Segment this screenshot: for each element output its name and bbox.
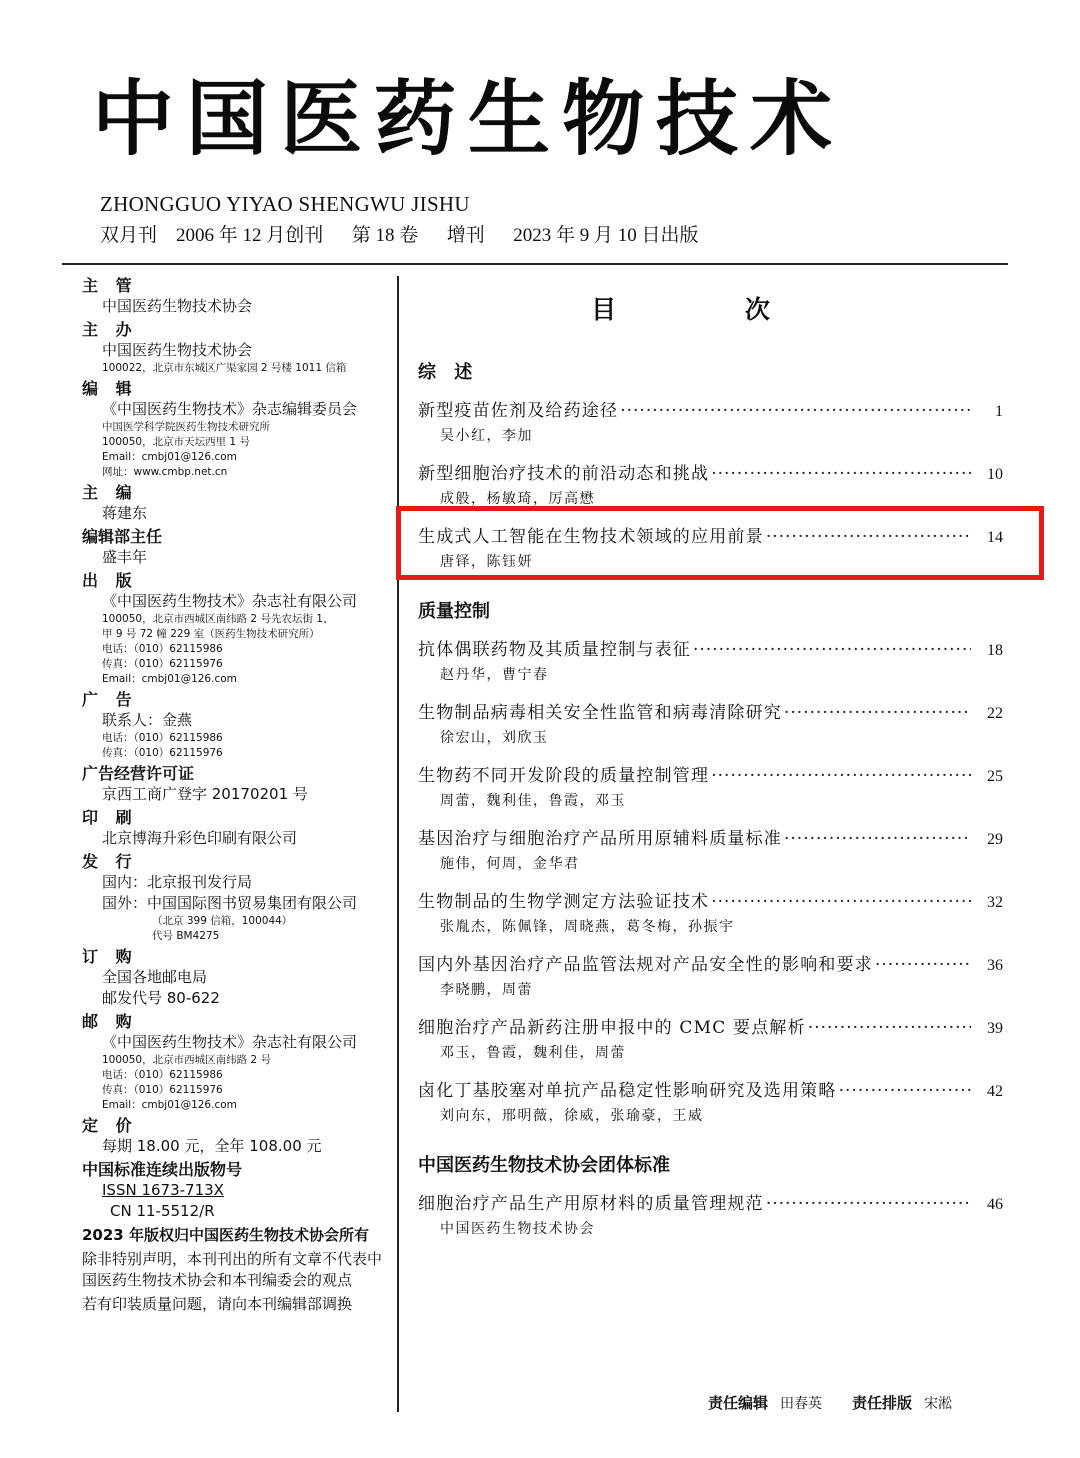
article-authors: 刘向东，邢明薇，徐威，张瑜豪，王威 [440, 1108, 704, 1124]
masthead-title: 中国医药生物技术 [92, 71, 845, 167]
article-authors: 邓玉，鲁霞，魏利佳，周蕾 [440, 1045, 626, 1061]
info-label: 邮 购 [82, 1012, 138, 1031]
article-title[interactable]: 细胞治疗产品生产用原材料的质量管理规范 [418, 1194, 764, 1214]
cn-number: CN 11-5512/R [110, 1202, 215, 1220]
page-number: 29 [987, 831, 1003, 848]
top-rule [62, 263, 1008, 265]
info-label: 编辑部主任 [82, 527, 163, 546]
info-value: 京西工商广登字 20170201 号 [102, 785, 308, 803]
info-value: 蒋建东 [102, 504, 148, 522]
article-title[interactable]: 卤化丁基胶塞对单抗产品稳定性影响研究及选用策略 [418, 1081, 837, 1101]
info-label: 广告经营许可证 [82, 764, 195, 783]
info-small: 电话：（010）62115986 [102, 732, 223, 744]
masthead-info: 双月刊 2006 年 12 月创刊 第 18 卷 增刊 2023 年 9 月 10 日出版 [100, 225, 699, 246]
info-small: Email：cmbj01@126.com [102, 451, 237, 463]
info-value: 中国医药生物技术协会 [102, 341, 253, 359]
article-title[interactable]: 国内外基因治疗产品监管法规对产品安全性的影响和要求 [418, 955, 873, 975]
info-small: 中国医学科学院医药生物技术研究所 [102, 421, 270, 433]
leader-dots [766, 1191, 971, 1217]
page-number: 39 [987, 1020, 1003, 1037]
editor-name: 田春英 [780, 1396, 823, 1412]
leader-dots [711, 461, 971, 487]
article-authors: 徐宏山，刘欣玉 [440, 730, 549, 746]
info-label: 编 辑 [82, 379, 138, 398]
issn: ISSN 1673-713X [102, 1181, 224, 1199]
article-title[interactable]: 细胞治疗产品新药注册申报中的 CMC 要点解析 [418, 1018, 806, 1038]
column-divider [397, 276, 399, 1412]
print-notice: 若有印装质量问题，请向本刊编辑部调换 [82, 1295, 353, 1313]
leader-dots [784, 826, 971, 852]
info-label: 发 行 [82, 852, 138, 871]
toc-entry[interactable] [418, 461, 1003, 510]
info-label: 定 价 [82, 1116, 138, 1135]
info-label: 印 刷 [82, 808, 138, 827]
info-label: 出 版 [82, 571, 138, 590]
layout-name: 宋淞 [924, 1396, 953, 1412]
copyright: 2023 年版权归中国医药生物技术协会所有 [82, 1226, 369, 1244]
info-small: 代号 BM4275 [152, 930, 220, 942]
info-small: Email：cmbj01@126.com [102, 673, 237, 685]
toc-entry[interactable] [418, 637, 1003, 686]
page-number: 25 [987, 768, 1003, 785]
info-value: 每期 18.00 元，全年 108.00 元 [102, 1137, 322, 1155]
article-authors: 吴小红，李加 [440, 428, 533, 444]
info-value: 邮发代号 80-622 [102, 989, 220, 1007]
article-authors: 成般，杨敏琦，厉高懋 [440, 491, 595, 507]
leader-dots [693, 637, 971, 663]
section-title: 综 述 [418, 362, 479, 383]
article-authors: 李晓鹏，周蕾 [440, 982, 533, 998]
section-title: 质量控制 [418, 601, 490, 622]
article-title[interactable]: 生物制品的生物学测定方法验证技术 [418, 892, 710, 912]
info-value: 国外：中国国际图书贸易集团有限公司 [102, 894, 358, 912]
page-number: 42 [987, 1083, 1003, 1100]
page-number: 10 [987, 466, 1003, 483]
page-number: 46 [987, 1196, 1003, 1213]
section-title: 中国医药生物技术协会团体标准 [418, 1155, 670, 1176]
info-value: 联系人：金燕 [102, 711, 193, 729]
article-title[interactable]: 抗体偶联药物及其质量控制与表征 [418, 640, 691, 660]
info-value: 《中国医药生物技术》杂志社有限公司 [102, 592, 358, 610]
leader-dots [839, 1078, 971, 1104]
leader-dots [875, 952, 971, 978]
article-title[interactable]: 生物制品病毒相关安全性监管和病毒清除研究 [418, 703, 782, 723]
publication-info [82, 276, 387, 1315]
toc-entry[interactable] [418, 952, 1003, 1001]
info-label: 中国标准连续出版物号 [82, 1160, 243, 1179]
page-number: 18 [987, 642, 1003, 659]
disclaimer: 除非特别声明，本刊刊出的所有文章不代表中国医药生物技术协会和本刊编委会的观点 [82, 1250, 383, 1289]
page-number: 36 [987, 957, 1003, 974]
info-value: 北京博海升彩色印刷有限公司 [102, 829, 298, 847]
toc-entry[interactable] [418, 889, 1003, 938]
info-small: 100022，北京市东城区广渠家园 2 号楼 1011 信箱 [102, 362, 347, 374]
info-label: 主 办 [82, 320, 138, 339]
article-authors: 周蕾，魏利佳，鲁霞，邓玉 [440, 793, 626, 809]
leader-dots [784, 700, 971, 726]
info-small: 电话：（010）62115986 [102, 643, 223, 655]
info-small: 传真：（010）62115976 [102, 1084, 223, 1096]
article-title[interactable]: 基因治疗与细胞治疗产品所用原辅料质量标准 [418, 829, 782, 849]
info-small: 100050，北京市天坛西里 1 号 [102, 436, 250, 448]
info-value: 全国各地邮电局 [102, 968, 208, 986]
toc-heading: 目 次 [591, 295, 830, 324]
info-label: 订 购 [82, 947, 138, 966]
page-number: 1 [995, 403, 1003, 420]
info-value: 《中国医药生物技术》杂志社有限公司 [102, 1033, 358, 1051]
info-label: 广 告 [82, 690, 138, 709]
leader-dots [711, 889, 971, 915]
info-small: 甲 9 号 72 幢 229 室（医药生物技术研究所） [102, 628, 320, 640]
article-authors: 张胤杰，陈佩锋，周晓燕，葛冬梅，孙振宇 [440, 919, 735, 935]
article-authors: 赵丹华，曹宁春 [440, 667, 549, 683]
article-title[interactable]: 新型细胞治疗技术的前沿动态和挑战 [418, 464, 710, 484]
page-number: 22 [987, 705, 1003, 722]
info-small: 传真：（010）62115976 [102, 747, 223, 759]
table-of-contents [418, 276, 1003, 1240]
info-label: 主 管 [82, 276, 138, 295]
toc-entry[interactable] [418, 700, 1003, 749]
toc-entry[interactable] [418, 1015, 1003, 1064]
footer-credits [708, 1392, 982, 1413]
info-small: 电话：（010）62115986 [102, 1069, 223, 1081]
info-label: 主 编 [82, 483, 138, 502]
toc-entry[interactable] [418, 1078, 1003, 1127]
toc-entry[interactable] [418, 763, 1003, 812]
editor-label: 责任编辑 [708, 1394, 769, 1412]
info-small: 100050，北京市西城区南纬路 2 号先农坛街 1、 [102, 613, 334, 625]
toc-entry[interactable] [418, 1191, 1003, 1240]
leader-dots [620, 398, 971, 424]
article-authors: 中国医药生物技术协会 [440, 1221, 595, 1237]
article-authors: 施伟，何周，金华君 [440, 856, 580, 872]
page-number: 32 [987, 894, 1003, 911]
toc-entry[interactable] [418, 398, 1003, 447]
info-value: 盛丰年 [102, 548, 148, 566]
toc-entry[interactable] [418, 826, 1003, 875]
leader-dots [808, 1015, 971, 1041]
info-value: 国内：北京报刊发行局 [102, 873, 253, 891]
article-authors: 唐铎，陈钰妍 [440, 554, 533, 570]
info-value: 《中国医药生物技术》杂志编辑委员会 [102, 400, 358, 418]
info-value: 中国医药生物技术协会 [102, 297, 253, 315]
highlight-box [396, 506, 1044, 580]
article-title[interactable]: 生成式人工智能在生物技术领域的应用前景 [418, 527, 764, 547]
layout-label: 责任排版 [852, 1394, 913, 1412]
info-small: （北京 399 信箱，100044） [152, 915, 293, 927]
article-title[interactable]: 生物药不同开发阶段的质量控制管理 [418, 766, 710, 786]
leader-dots [711, 763, 971, 789]
page-number: 14 [987, 529, 1003, 546]
info-small: 100050，北京市西城区南纬路 2 号 [102, 1054, 271, 1066]
info-small: Email：cmbj01@126.com [102, 1099, 237, 1111]
info-small: 网址：www.cmbp.net.cn [102, 466, 228, 478]
masthead-pinyin: ZHONGGUO YIYAO SHENGWU JISHU [100, 192, 470, 216]
article-title[interactable]: 新型疫苗佐剂及给药途径 [418, 401, 619, 421]
info-small: 传真：（010）62115976 [102, 658, 223, 670]
